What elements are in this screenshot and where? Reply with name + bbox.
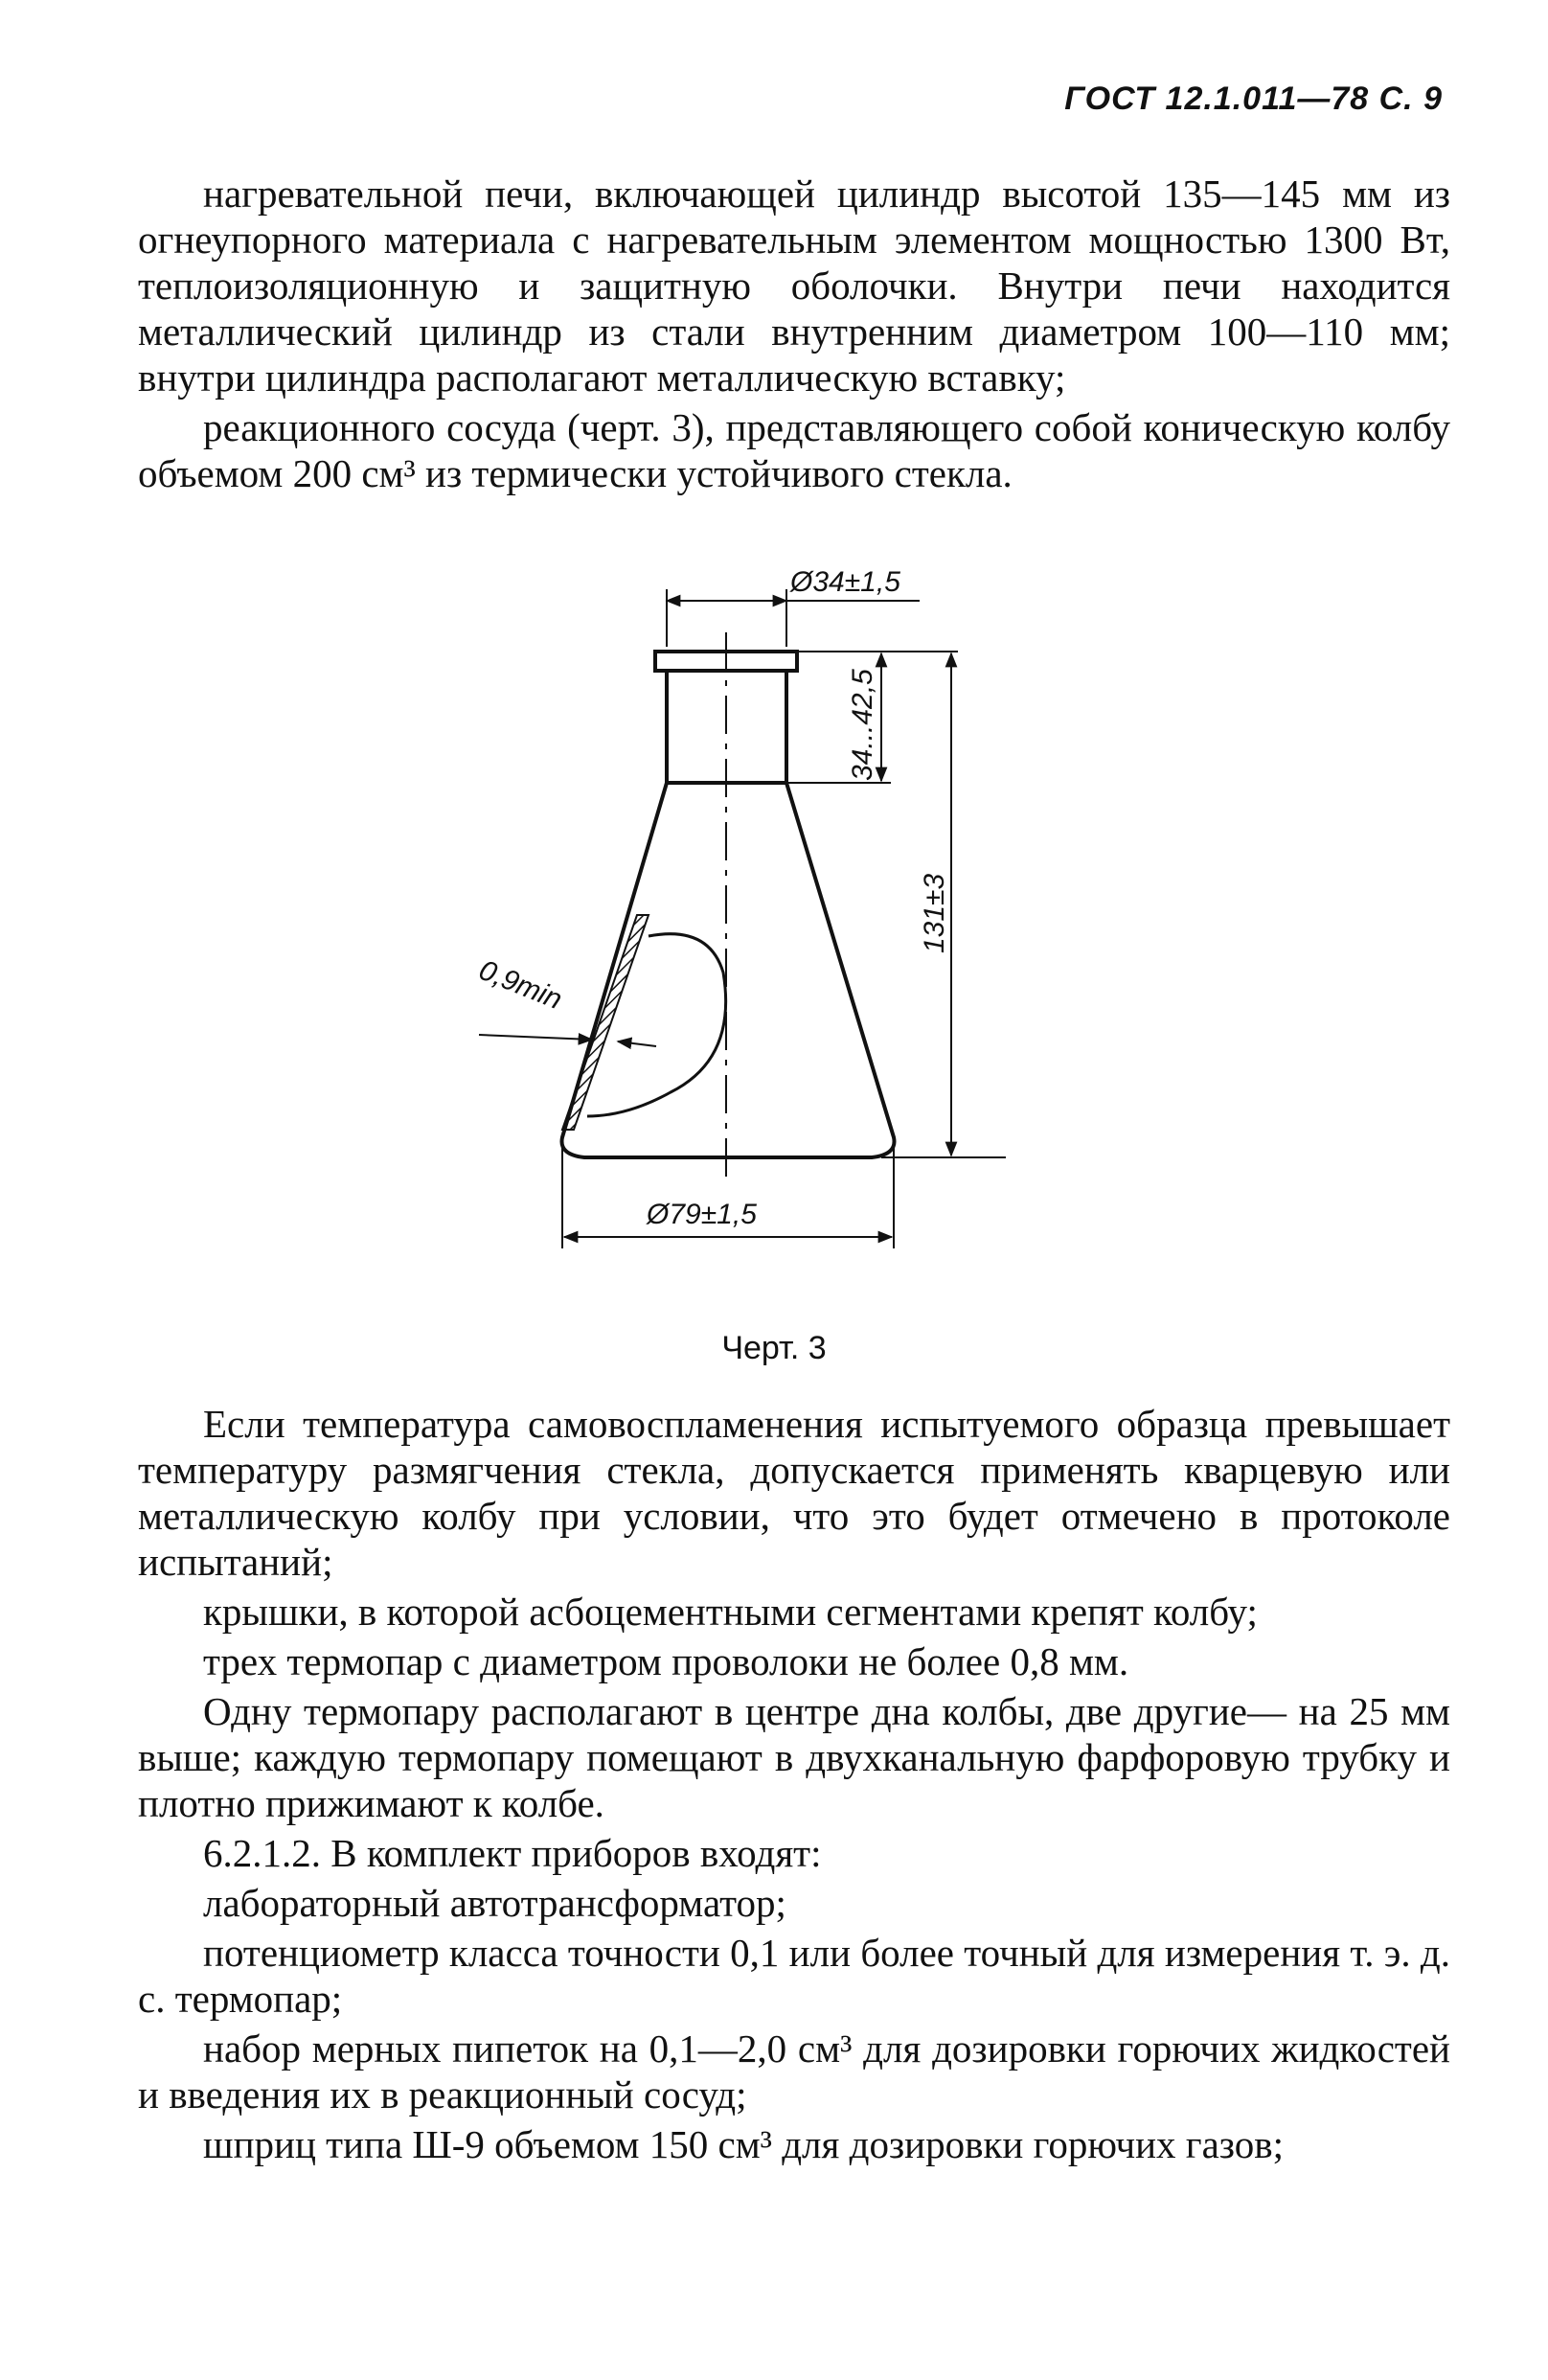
paragraph-autotransformer: лабораторный автотрансформатор; bbox=[203, 1881, 786, 1925]
paragraph-potentiometer: потенциометр класса точности 0,1 или более точный для измерения т. э. д. с. термопар; bbox=[138, 1931, 1450, 2021]
wall-leader-2 bbox=[618, 1041, 656, 1046]
flask-cone bbox=[561, 783, 894, 1157]
wall-thickness-label: 0,9min bbox=[474, 953, 567, 1017]
paragraph-quartz-flask: Если температура самовоспламенения испытуемого образца превышает температуру размягчения стекла, допускается применять кварцевую или металлическую колбу при условии, что это будет отмечено в протоколе испытаний; bbox=[138, 1402, 1450, 1584]
flask-outline bbox=[561, 652, 894, 1157]
top-text bbox=[138, 171, 1450, 500]
bottom-text bbox=[138, 1401, 1450, 2171]
figure-caption: Черт. 3 bbox=[721, 1330, 827, 1366]
paragraph-thermocouples: трех термопар с диаметром проволоки не более 0,8 мм. bbox=[203, 1639, 1129, 1683]
neck-diameter-label: Ø34±1,5 bbox=[790, 566, 900, 598]
paragraph-thermocouple-placement: Одну термопару располагают в центре дна колбы, две другие— на 25 мм выше; каждую термопару помещают в двухканальную фарфоровую трубку и плотно прижимают к колбе. bbox=[138, 1689, 1450, 1825]
running-header: ГОСТ 12.1.011—78 С. 9 bbox=[1064, 80, 1443, 117]
wall-section bbox=[562, 915, 649, 1130]
paragraph-syringe: шприц типа Ш-9 объемом 150 см³ для дозировки горючих газов; bbox=[203, 2122, 1284, 2166]
paragraph-lid: крышки, в которой асбоцементными сегментами крепят колбу; bbox=[203, 1590, 1258, 1634]
base-diameter-label: Ø79±1,5 bbox=[647, 1199, 757, 1230]
paragraph-furnace: нагревательной печи, включающей цилиндр высотой 135—145 мм из огнеупорного материала с нагревательным элементом мощностью 1300 Вт, теплоизоляционную и защитную оболочки. Внутри печи находится металлический цилиндр из стали внутренним диаметром 100—110 мм; внутри цилиндра располагают металлическую вставку; bbox=[138, 172, 1450, 400]
total-height-label: 131±3 bbox=[919, 873, 950, 953]
paragraph-pipettes: набор мерных пипеток на 0,1—2,0 см³ для дозировки горючих жидкостей и введения их в реакционный сосуд; bbox=[138, 2026, 1450, 2117]
paragraph-reaction-vessel: реакционного сосуда (черт. 3), представляющего собой коническую колбу объемом 200 см³ из термически устойчивого стекла. bbox=[138, 405, 1450, 495]
neck-height-label: 34...42,5 bbox=[847, 669, 878, 781]
flask-drawing bbox=[421, 551, 1015, 1279]
paragraph-equipment-heading: 6.2.1.2. В комплект приборов входят: bbox=[203, 1831, 822, 1875]
wall-leader-1 bbox=[479, 1035, 592, 1040]
